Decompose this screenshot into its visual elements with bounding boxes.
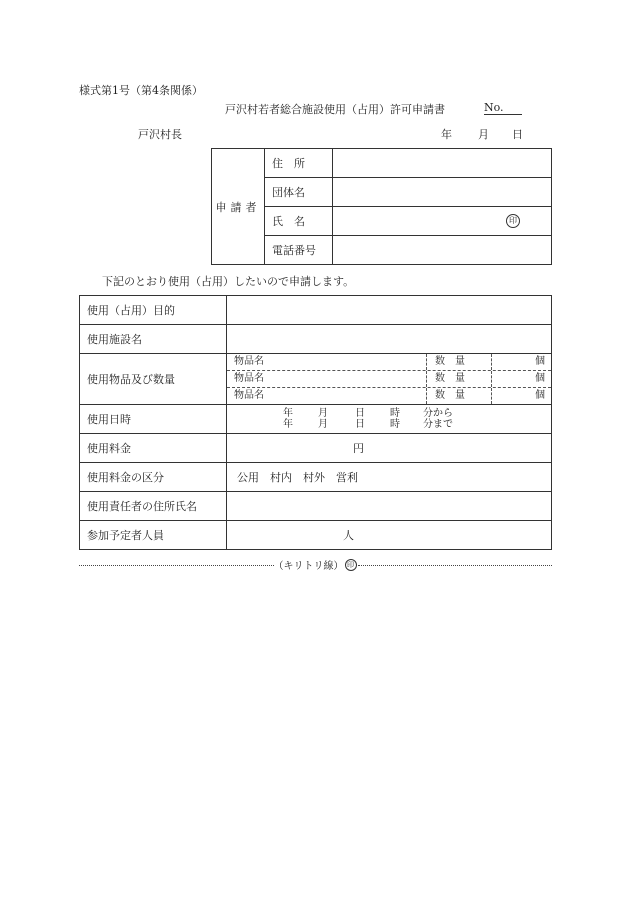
fee-class-field[interactable] — [227, 463, 552, 492]
datetime-label: 使用日時 — [80, 405, 227, 434]
phone-label: 電話番号 — [265, 236, 333, 265]
day-label: 日 — [355, 419, 365, 430]
main-table — [79, 295, 552, 550]
cut-line — [79, 557, 552, 572]
month-label: 月 — [318, 419, 328, 430]
day-label: 日 — [355, 408, 365, 419]
item-row — [227, 388, 551, 404]
hour-label: 時 — [390, 419, 400, 430]
date-year: 年 — [441, 128, 452, 141]
month-label: 月 — [318, 408, 328, 419]
datetime-from — [227, 408, 551, 419]
cut-seal-mark: 印 — [345, 559, 357, 571]
persons-label: 人 — [343, 529, 354, 542]
seal-mark: 印 — [506, 214, 520, 228]
cut-line-dots — [358, 565, 553, 566]
facility-label: 使用施設名 — [80, 325, 227, 354]
participants-label: 参加予定者人員 — [80, 521, 227, 550]
hour-label: 時 — [390, 408, 400, 419]
item-name-field[interactable] — [280, 371, 427, 387]
fee-field[interactable] — [227, 434, 552, 463]
purpose-label: 使用（占用）目的 — [80, 296, 227, 325]
applicant-header: 申請者 — [212, 149, 265, 265]
unit-label: 個 — [535, 356, 545, 367]
participants-field[interactable] — [227, 521, 552, 550]
datetime-to — [227, 419, 551, 430]
item-row — [227, 354, 551, 371]
group-label: 団体名 — [265, 178, 333, 207]
fee-class-label: 使用料金の区分 — [80, 463, 227, 492]
quantity-label: 数 量 — [427, 354, 492, 370]
address-field[interactable] — [333, 149, 552, 178]
item-name-label: 物品名 — [234, 390, 264, 401]
number-field[interactable] — [484, 101, 522, 115]
items-label: 使用物品及び数量 — [80, 354, 227, 405]
year-label: 年 — [283, 419, 293, 430]
fee-class-options: 公用 村内 村外 営利 — [237, 471, 358, 484]
items-field[interactable] — [227, 354, 552, 405]
cut-line-dots — [79, 565, 274, 566]
yen-label: 円 — [353, 442, 364, 455]
number-label: No. — [484, 101, 504, 114]
facility-field[interactable] — [227, 325, 552, 354]
phone-field[interactable] — [333, 236, 552, 265]
year-label: 年 — [283, 408, 293, 419]
name-label: 氏 名 — [265, 207, 333, 236]
date-month: 月 — [478, 128, 489, 141]
applicant-table — [211, 148, 552, 265]
form-title: 戸沢村若者総合施設使用（占用）許可申請書 — [225, 103, 445, 116]
intro-text: 下記のとおり使用（占用）したいので申請します。 — [102, 275, 355, 288]
date-day: 日 — [512, 128, 523, 141]
unit-label: 個 — [535, 390, 545, 401]
responsible-label: 使用責任者の住所氏名 — [80, 492, 227, 521]
form-number: 様式第1号（第4条関係） — [79, 84, 203, 97]
unit-label: 個 — [535, 373, 545, 384]
item-name-label: 物品名 — [234, 356, 264, 367]
to-label: 分まで — [423, 419, 453, 430]
datetime-field[interactable] — [227, 405, 552, 434]
item-name-field[interactable] — [280, 354, 427, 370]
cut-line-label: （キリトリ線） — [273, 561, 344, 572]
purpose-field[interactable] — [227, 296, 552, 325]
item-name-label: 物品名 — [234, 373, 264, 384]
quantity-label: 数 量 — [427, 371, 492, 387]
address-label: 住 所 — [265, 149, 333, 178]
responsible-field[interactable] — [227, 492, 552, 521]
group-field[interactable] — [333, 178, 552, 207]
item-name-field[interactable] — [280, 388, 427, 404]
quantity-label: 数 量 — [427, 388, 492, 404]
item-row — [227, 371, 551, 388]
from-label: 分から — [423, 408, 453, 419]
addressee: 戸沢村長 — [138, 128, 182, 141]
fee-label: 使用料金 — [80, 434, 227, 463]
name-field[interactable] — [333, 207, 552, 236]
